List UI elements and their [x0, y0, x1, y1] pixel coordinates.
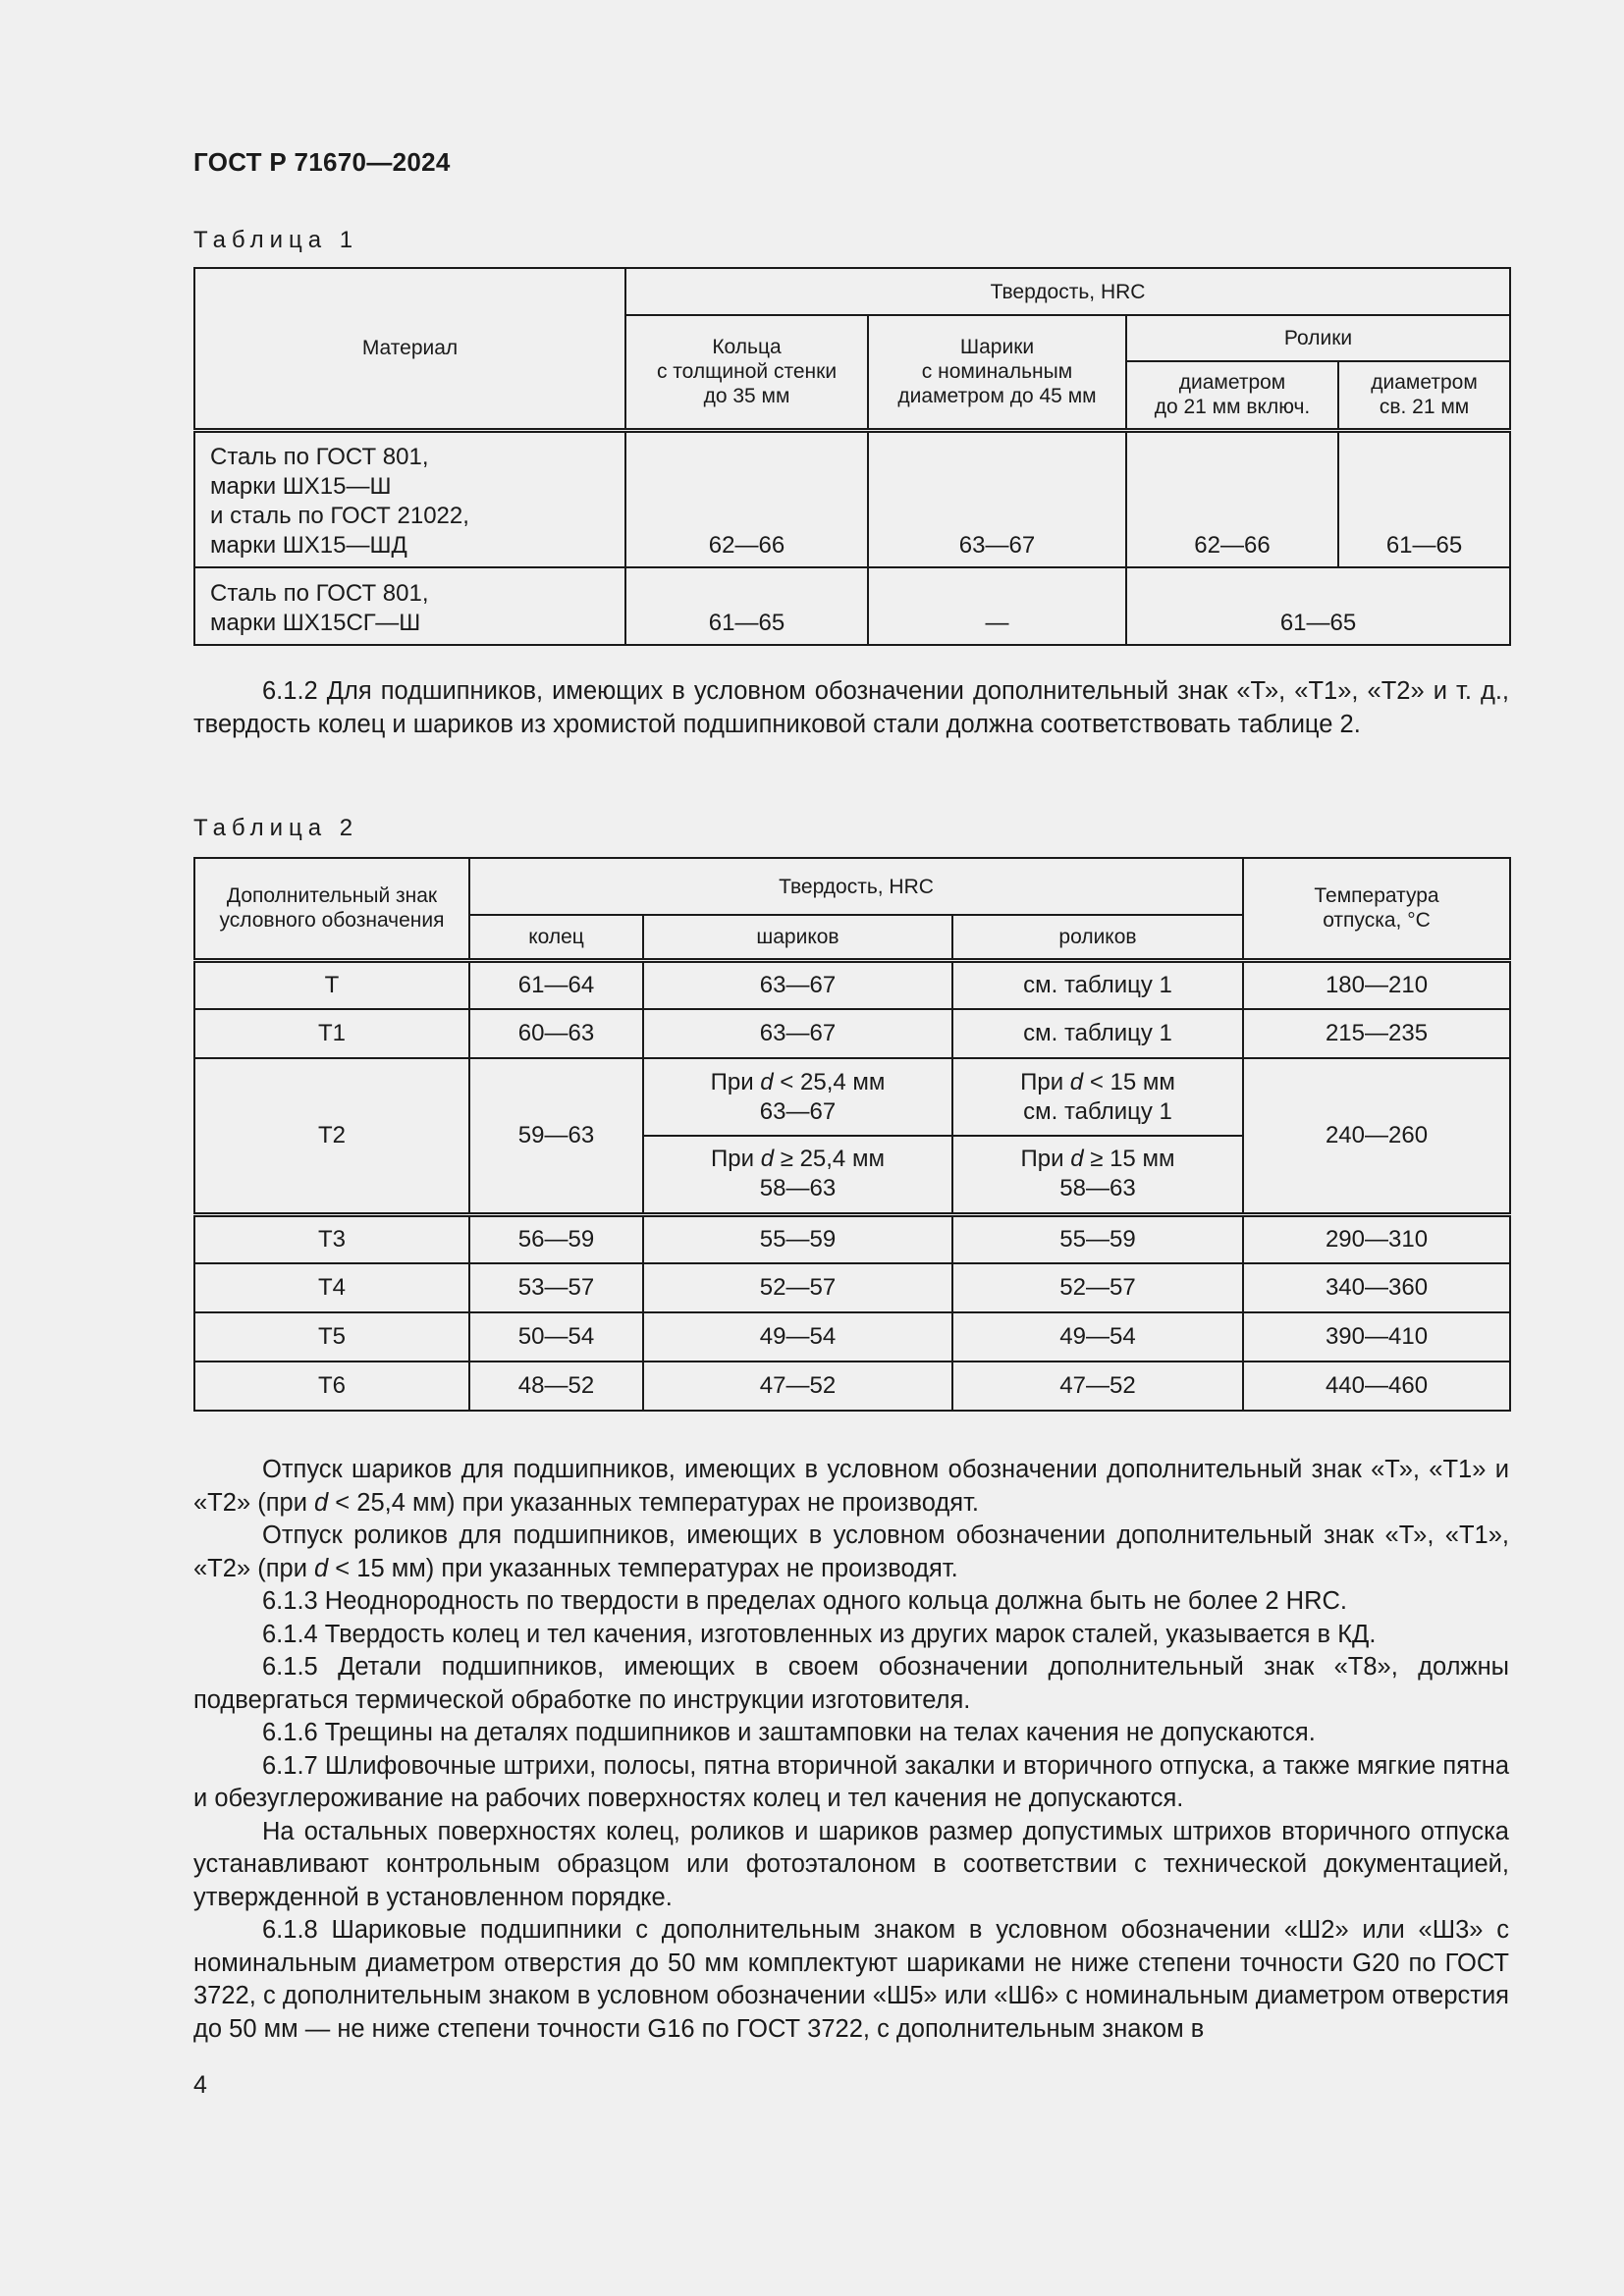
- t2-cell-rollers: см. таблицу 1: [952, 960, 1243, 1009]
- d-symbol: d: [760, 1146, 775, 1173]
- document-code: ГОСТ Р 71670—2024: [193, 147, 451, 177]
- paragraph-6-1-6: 6.1.6 Трещины на деталях подшипников и заштамповки на телах качения не допускаются.: [262, 1719, 1316, 1746]
- t1-cell-rings: 61—65: [625, 567, 868, 645]
- t2-cell-temp: 240—260: [1243, 1058, 1510, 1214]
- t2-cell-rollers: 52—57: [952, 1263, 1243, 1312]
- t2-cell-sign: Т: [194, 960, 469, 1009]
- d-symbol: d: [1070, 1146, 1084, 1173]
- table2-caption: Таблица 2: [193, 815, 359, 841]
- t2-head-sign: Дополнительный знак условного обозначения: [194, 858, 469, 960]
- t2-cell-balls: 55—59: [643, 1214, 952, 1263]
- t2-head-hardness: Твердость, HRC: [469, 858, 1243, 915]
- t2-cell-balls: 63—67: [643, 960, 952, 1009]
- t2-cell-rollers: 55—59: [952, 1214, 1243, 1263]
- t2-cell-balls: 49—54: [643, 1312, 952, 1362]
- t1-head-rollers-small: диаметром до 21 мм включ.: [1126, 361, 1338, 430]
- t1-head-rollers: Ролики: [1126, 315, 1510, 361]
- t1-head-hardness: Твердость, HRC: [625, 268, 1510, 315]
- t2-cell-rings: 48—52: [469, 1362, 643, 1411]
- t1-head-balls: Шарики с номинальным диаметром до 45 мм: [868, 315, 1126, 430]
- t2-cell-rings: 60—63: [469, 1009, 643, 1058]
- t2-head-rings: колец: [469, 915, 643, 960]
- t2-cell-temp: 290—310: [1243, 1214, 1510, 1263]
- t2-cell-rollers: 47—52: [952, 1362, 1243, 1411]
- t2-head-temp: Температура отпуска, °С: [1243, 858, 1510, 960]
- table2: [193, 857, 1511, 1412]
- page-number: 4: [193, 2071, 207, 2099]
- t2-cell-balls-large: При d ≥ 25,4 мм 58—63: [643, 1136, 952, 1214]
- t2-cell-sign: Т1: [194, 1009, 469, 1058]
- t1-head-rollers-large: диаметром св. 21 мм: [1338, 361, 1510, 430]
- t2-cell-balls: 47—52: [643, 1362, 952, 1411]
- t2-cell-rings: 53—57: [469, 1263, 643, 1312]
- t1-cell-material: Сталь по ГОСТ 801, марки ШХ15СГ—Ш: [194, 567, 625, 645]
- d-symbol: d: [1069, 1068, 1084, 1095]
- t2-cell-sign: Т2: [194, 1058, 469, 1214]
- t1-head-rings: Кольца с толщиной стенки до 35 мм: [625, 315, 868, 430]
- t1-cell-rollers: 61—65: [1126, 567, 1510, 645]
- body-text: [193, 1454, 1509, 2046]
- t2-cell-rings: 50—54: [469, 1312, 643, 1362]
- t1-head-material: Материал: [194, 268, 625, 430]
- table1: [193, 267, 1511, 646]
- paragraph-6-1-5: 6.1.5 Детали подшипников, имеющих в своем обозначении дополнительный знак «Т8», должны подвергаться термической обработке по инструкции изготовителя.: [193, 1653, 1509, 1714]
- t1-cell-balls: 63—67: [868, 430, 1126, 567]
- t2-cell-rings: 61—64: [469, 960, 643, 1009]
- t2-cell-sign: Т3: [194, 1214, 469, 1263]
- table1-caption: Таблица 1: [193, 227, 359, 253]
- paragraph-6-1-3: 6.1.3 Неоднородность по твердости в пределах одного кольца должна быть не более 2 HRC.: [262, 1587, 1348, 1615]
- t2-cell-rollers: см. таблицу 1: [952, 1009, 1243, 1058]
- t2-cell-balls: 63—67: [643, 1009, 952, 1058]
- paragraph-roller-tempering: Отпуск роликов для подшипников, имеющих в условном обозначении дополнительный знак «Т», «Т1», «Т2» (при d < 15 мм) при указанных температурах не производят.: [193, 1522, 1509, 1582]
- t2-head-rollers: роликов: [952, 915, 1243, 960]
- t2-cell-sign: Т6: [194, 1362, 469, 1411]
- t2-cell-temp: 215—235: [1243, 1009, 1510, 1058]
- t2-head-balls: шариков: [643, 915, 952, 960]
- t1-cell-rollers-large: 61—65: [1338, 430, 1510, 567]
- t2-cell-temp: 440—460: [1243, 1362, 1510, 1411]
- t2-cell-sign: Т5: [194, 1312, 469, 1362]
- paragraph-ball-tempering: Отпуск шариков для подшипников, имеющих в условном обозначении дополнительный знак «Т», «Т1» и «Т2» (при d < 25,4 мм) при указанных температурах не производят.: [193, 1456, 1509, 1517]
- t1-cell-rings: 62—66: [625, 430, 868, 567]
- t2-cell-sign: Т4: [194, 1263, 469, 1312]
- t2-cell-temp: 390—410: [1243, 1312, 1510, 1362]
- t1-cell-material: Сталь по ГОСТ 801, марки ШХ15—Ш и сталь по ГОСТ 21022, марки ШХ15—ШД: [194, 430, 625, 567]
- t2-cell-balls-small: При d < 25,4 мм 63—67: [643, 1058, 952, 1136]
- t2-cell-rings: 59—63: [469, 1058, 643, 1214]
- paragraph-6-1-8: 6.1.8 Шариковые подшипники с дополнительным знаком в условном обозначении «Ш2» или «Ш3» с номинальным диаметром отверстия до 50 мм комплектуют шариками не ниже степени точности G20 по ГОСТ 3722, с дополнительным знаком в условном обозначении «Ш5» или «Ш6» с номинальным диаметром отверстия до 50 мм — не ниже степени точности G16 по ГОСТ 3722, с дополнительным знаком в: [193, 1916, 1509, 2043]
- t2-cell-rings: 56—59: [469, 1214, 643, 1263]
- d-symbol: d: [314, 1554, 329, 1582]
- t2-cell-balls: 52—57: [643, 1263, 952, 1312]
- paragraph-6-1-7: 6.1.7 Шлифовочные штрихи, полосы, пятна вторичной закалки и вторичного отпуска, а также мягкие пятна и обезуглероживание на рабочих поверхностях колец и тел качения не допускаются.: [193, 1751, 1509, 1812]
- d-symbol: d: [314, 1488, 329, 1517]
- paragraph-6-1-4: 6.1.4 Твердость колец и тел качения, изготовленных из других марок сталей, указывается в КД.: [262, 1620, 1377, 1648]
- t2-cell-temp: 340—360: [1243, 1263, 1510, 1312]
- t2-cell-rollers-small: При d < 15 мм см. таблицу 1: [952, 1058, 1243, 1136]
- t2-cell-temp: 180—210: [1243, 960, 1510, 1009]
- t1-cell-balls: —: [868, 567, 1126, 645]
- t2-cell-rollers: 49—54: [952, 1312, 1243, 1362]
- paragraph-6-1-2: 6.1.2 Для подшипников, имеющих в условном обозначении дополнительный знак «Т», «Т1», «Т2» и т. д., твердость колец и шариков из хромистой подшипниковой стали должна соответствовать таблице 2.: [193, 677, 1509, 738]
- t1-cell-rollers-small: 62—66: [1126, 430, 1338, 567]
- d-symbol: d: [760, 1068, 774, 1095]
- paragraph-6-1-7-cont: На остальных поверхностях колец, роликов и шариков размер допустимых штрихов вторичного отпуска устанавливают контрольным образцом или фотоэталоном в соответствии с технической документацией, утвержденной в установленном порядке.: [193, 1817, 1509, 1911]
- t2-cell-rollers-large: При d ≥ 15 мм 58—63: [952, 1136, 1243, 1214]
